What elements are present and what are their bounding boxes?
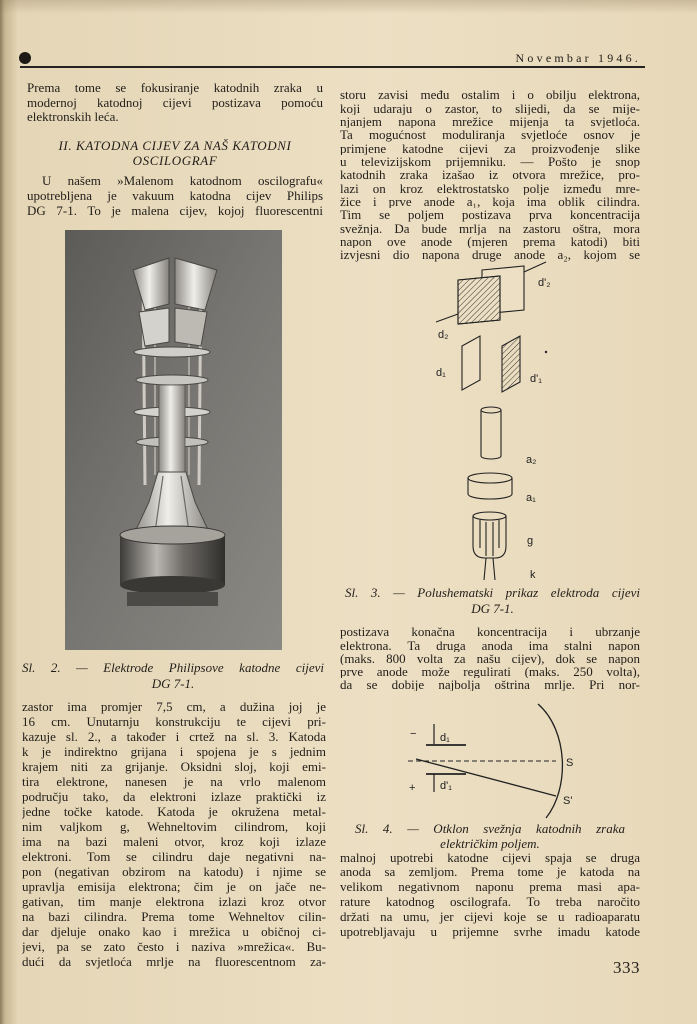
text-line: u televizijskom prijemniku. — Pošto je snop <box>340 155 640 169</box>
text-line: DG 7-1. To je malena cijev, kojoj fluorescentni <box>27 202 323 218</box>
label-d2: d₂ <box>438 329 449 341</box>
text-line: U našem »Malenom katodnom oscilografu« <box>42 172 323 188</box>
section-heading <box>27 138 323 168</box>
text-line: (maks. 800 volta za našu cijev), dok se napon <box>340 651 640 665</box>
header-rule <box>20 66 645 68</box>
text-line: jevi, pa se zato često i naziva »mrežica«. Bu- <box>22 939 326 955</box>
text-line: području tako, da elektroni izlaze praktički iz <box>22 788 326 804</box>
caption-line: električkim poljem. <box>440 835 540 851</box>
label-a2: a₂ <box>526 454 537 466</box>
text-line: upotrebljena je vakuum katodna cijev Philips <box>27 187 323 203</box>
text-line: jedne točke katode. Katoda je okružena metal- <box>22 803 326 819</box>
figure-4-caption <box>355 821 625 851</box>
text-line: malnoj upotrebi katodne cijevi spaja se druga <box>340 850 640 865</box>
label-k: k <box>530 569 536 581</box>
label-s-prime: S' <box>563 795 573 807</box>
right-paragraph-3 <box>340 851 640 940</box>
text-line: ima na bazi maleni otvor, kroz koji izlaze <box>22 833 326 849</box>
caption-line: Sl. 2. — Elektrode Philipsove katodne cijevi <box>22 660 324 675</box>
text-line: k je indirektno grijana i spojena je s jednim <box>22 743 326 759</box>
text-line: koji udaraju o zastor, to slijedi, da se mije- <box>340 101 640 115</box>
label-d1-prime: d'₁ <box>530 373 542 385</box>
label-a1: a₁ <box>526 492 536 504</box>
label-d1: d₁ <box>436 367 446 379</box>
electrode-photo <box>65 230 282 650</box>
text-line: na bazi cilindra. Prema tome Wehneltov cilin- <box>22 909 326 925</box>
heading-line: OSCILOGRAF <box>132 153 218 168</box>
text-line: modernoj katodnoj cijevi postizava pomoću <box>27 95 323 110</box>
caption-line: Sl. 4. — Otklon svežnja katodnih zraka <box>355 820 625 836</box>
text-line: anoda sa zemljom. Prema tome je katoda na <box>340 865 640 880</box>
text-line: dući da svjetloća mrlje na fluorescentnom za- <box>22 954 326 970</box>
text-line: Prema tome se fokusiranje katodnih zraka u <box>27 81 323 95</box>
text-line: elektroni. Tom se cilindru daje negativni na- <box>22 848 326 864</box>
text-line: žice i prve anode a₁, koja ima oblik cilindra. <box>340 195 640 209</box>
figure-3-caption <box>345 585 640 617</box>
right-paragraph-1 <box>340 88 640 261</box>
text-line: napon ove anode (mjeren prema katodi) biti <box>340 235 640 249</box>
text-line: gativan, tim manje elektrona izlazi kroz otvor <box>22 894 326 910</box>
text-line: Tim se poljem postizava prva koncentracija <box>340 208 640 222</box>
label-d2-prime: d'₂ <box>538 277 551 289</box>
text-line: da se dobije najbolja oštrina mrlje. Pri nor- <box>340 678 640 692</box>
text-line: postizava konačna koncentracija i ubrzanje <box>340 625 640 639</box>
text-line: izvjesni dio napona druge anode a₂, kojom se <box>340 248 640 262</box>
text-line: storu zavisi među ostalim i o obilju elektrona, <box>340 88 640 102</box>
text-line: velikom negativnom naponu prema masi apa- <box>340 880 640 895</box>
text-line: pon (negativan obzirom na katodu) i njime se <box>22 864 326 880</box>
label-s: S <box>566 757 574 769</box>
label-g: g <box>527 535 534 547</box>
text-line: Ta mogućnost moduliranja svjetloće osnov je <box>340 128 640 142</box>
right-paragraph-2 <box>340 625 640 691</box>
text-line: rature katodnog oscilografa. To treba naročito <box>340 894 640 909</box>
caption-line: DG 7-1. <box>471 601 514 616</box>
label-d1: d₁ <box>440 732 450 744</box>
text-line: zastor ima promjer 7,5 cm, a dužina joj je <box>22 698 326 714</box>
text-line: prve anode može regulirati (maks. 250 volta), <box>340 664 640 679</box>
label-minus: − <box>410 728 417 740</box>
text-line: tira elektrone, nanesen je na vrlo malenom <box>22 773 326 789</box>
text-line: nim valjkom g, Wehneltovim cilindrom, koji <box>22 818 326 834</box>
text-line: držati na umu, jer cijevi koje se u radioaparatu <box>340 909 640 924</box>
header-bullet-icon <box>19 52 31 64</box>
heading-line: II. KATODNA CIJEV ZA NAŠ KATODNI <box>58 138 292 153</box>
figure-4-diagram <box>400 700 585 822</box>
caption-line: Sl. 3. — Polushematski prikaz elektroda cijevi <box>345 585 640 600</box>
plate-d1-prime <box>502 336 520 392</box>
text-line: njanjem napona mrežice mijenja ta svjetloća. <box>340 114 640 129</box>
text-line: primjene katodne cijevi za proizvođenje slike <box>340 141 640 156</box>
anode-a2 <box>481 410 501 459</box>
screen-arc <box>538 704 562 818</box>
label-plus: + <box>409 782 416 794</box>
header-date: Novembar 1946. <box>515 51 641 65</box>
plate-d1 <box>462 336 480 390</box>
text-line: krajem niti za grijanje. Oksidni sloj, koji emi- <box>22 758 326 774</box>
text-line: upravlja emisija elektrona; čim je on jače ne- <box>22 879 326 895</box>
left-paragraph-1 <box>27 81 323 125</box>
text-line: elektrona. Ta druga anoda ima stalni napon <box>340 638 640 652</box>
text-line: katodnih zraka izašao iz otvora mrežice, pro- <box>340 168 640 182</box>
left-paragraph-3 <box>22 699 326 970</box>
text-line: dar djeluje onako kao i mrežica u običnoj ci- <box>22 924 326 940</box>
text-line: lazi on kroz elektrostatsko polje između mre- <box>340 181 640 196</box>
text-line: 16 cm. Unutarnju konstrukciju te cijevi pri- <box>22 713 326 729</box>
label-d1-prime: d'₁ <box>440 780 452 792</box>
text-line: elektronskih leća. <box>27 110 119 124</box>
left-paragraph-2 <box>27 173 323 218</box>
text-line: kazuje sl. 2., a također i crtež na sl. 3. Katoda <box>22 728 326 744</box>
text-line: svežnja. Da bude mrlja na zastoru oštra, mora <box>340 221 640 236</box>
figure-2-caption <box>22 660 324 692</box>
figure-3-diagram <box>400 258 585 588</box>
deflected-beam <box>416 759 556 796</box>
wehnelt-cylinder-g <box>473 516 506 558</box>
caption-line: DG 7-1. <box>151 676 195 691</box>
text-line: upotrebljavaju u prijemne svrhe imadu katode <box>340 924 640 939</box>
page-number: 333 <box>613 958 640 977</box>
